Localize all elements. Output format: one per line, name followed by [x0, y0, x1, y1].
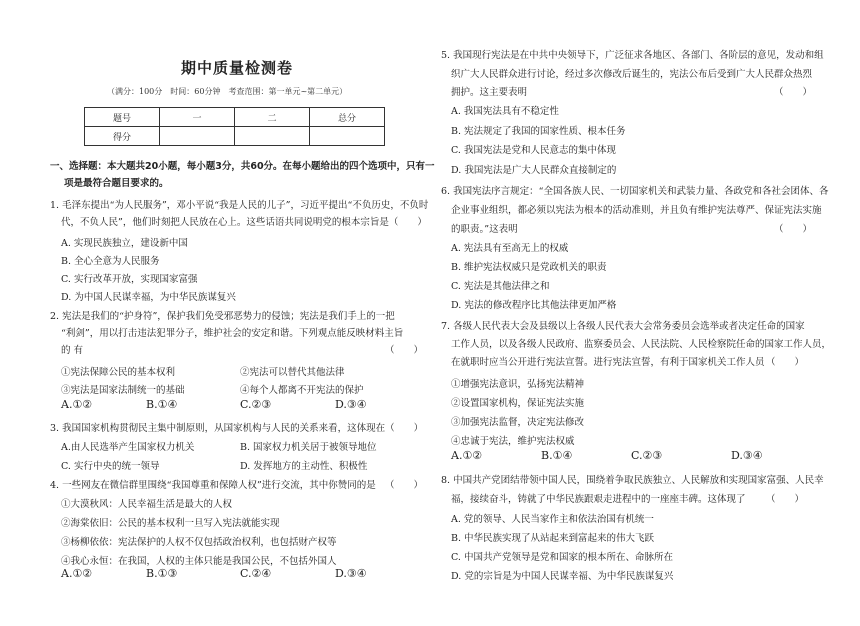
answer-parenthesis: （ ）	[385, 345, 424, 356]
score-input-cell[interactable]	[160, 127, 235, 146]
question-5-stem: 织广大人民群众进行讨论，经过多次修改后诞生的，宪法公布后受到广大人民群众热烈	[451, 69, 813, 80]
q2-statement: ①宪法保障公民的基本权利	[61, 367, 176, 378]
question-6-stem: 的职责。”这表明	[451, 224, 518, 235]
q8-option-b[interactable]: B. 中华民族实现了从站起来到富起来的伟大飞跃	[451, 533, 655, 544]
question-2-stem: 的 有	[61, 345, 84, 356]
question-4-stem: 4. 一些网友在微信群里围绕“我国尊重和保障人权”进行交流，其中你赞同的是	[50, 480, 376, 491]
score-table-header-row	[85, 108, 385, 127]
q6-option-c[interactable]: C. 宪法是其他法律之和	[451, 281, 550, 292]
q1-option-d[interactable]: D. 为中国人民谋幸福，为中华民族谋复兴	[61, 292, 236, 303]
question-7-stem: 7. 各级人民代表大会及县级以上各级人民代表大会常务委员会选举或者决定任命的国家	[441, 321, 805, 332]
question-6-stem: 6. 我国宪法序言规定：“全国各族人民、一切国家机关和武装力量、各政党和各社会团体、各	[441, 186, 829, 197]
score-input-cell[interactable]	[235, 127, 310, 146]
q2-statement: ③宪法是国家法制统一的基础	[61, 385, 185, 396]
q7-option-c[interactable]: C.②③	[631, 449, 663, 462]
q7-statement: ③加强宪法监督，决定宪法修改	[451, 417, 585, 428]
question-8-stem: 8. 中国共产党团结带领中国人民，围绕着争取民族独立、人民解放和实现国家富强、人民幸	[441, 475, 824, 486]
q7-statement: ④忠诚于宪法，维护宪法权威	[451, 436, 575, 447]
answer-parenthesis: （ ）	[766, 357, 805, 368]
q2-option-b[interactable]: B.①④	[146, 398, 178, 411]
question-1-stem: 1. 毛泽东提出“为人民服务”，邓小平说“我是人民的儿子”，习近平提出“不负历史，不负时	[50, 200, 429, 211]
q1-option-c[interactable]: C. 实行改革开放，实现国家富强	[61, 274, 198, 285]
q4-statement: ②海棠依旧：公民的基本权利一旦写入宪法就能实现	[61, 518, 280, 529]
question-1-stem: 代，不负人民”，他们时刻把人民放在心上。这些话语共同说明党的根本宗旨是（ ）	[61, 217, 427, 228]
q3-option-a[interactable]: A.由人民选举产生国家权力机关	[61, 442, 195, 453]
question-5-stem: 5. 我国现行宪法是在中共中央领导下，广泛征求各地区、各部门、各阶层的意见，发动和组	[441, 50, 824, 61]
question-6-stem: 企业事业组织，都必须以宪法为根本的活动准则，并且负有维护宪法尊严、保证宪法实施	[451, 205, 822, 216]
answer-parenthesis: （ ）	[774, 224, 813, 235]
score-cell: 题号	[85, 108, 160, 127]
q1-option-b[interactable]: B. 全心全意为人民服务	[61, 256, 160, 267]
q4-statement: ④我心永恒：在我国，人权的主体只能是我国公民，不包括外国人	[61, 556, 337, 567]
q7-option-d[interactable]: D.③④	[731, 449, 763, 462]
score-table	[84, 107, 385, 146]
q2-option-d[interactable]: D.③④	[335, 398, 367, 411]
question-7-stem: 在就职时应当公开进行宪法宣誓。进行宪法宣誓，有利于国家机关工作人员	[451, 357, 765, 368]
question-3-stem: 3. 我国国家机构贯彻民主集中制原则，从国家机构与人民的关系来看，这体现在（ ）	[50, 423, 424, 434]
q4-option-b[interactable]: B.①③	[146, 567, 178, 580]
answer-parenthesis: （ ）	[774, 87, 813, 98]
q2-statement: ②宪法可以替代其他法律	[240, 367, 345, 378]
score-cell: 总分	[310, 108, 385, 127]
q7-option-a[interactable]: A.①②	[451, 449, 483, 462]
q3-option-c[interactable]: C. 实行中央的统一领导	[61, 461, 160, 472]
q2-statement: ④每个人都离不开宪法的保护	[240, 385, 364, 396]
q5-option-b[interactable]: B. 宪法规定了我国的国家性质、根本任务	[451, 126, 626, 137]
answer-parenthesis: （ ）	[385, 480, 424, 491]
score-cell: 一	[160, 108, 235, 127]
q7-option-b[interactable]: B.①④	[541, 449, 573, 462]
q5-option-d[interactable]: D. 我国宪法是广大人民群众直接制定的	[451, 165, 617, 176]
section-heading: 项是最符合题目要求的。	[64, 178, 169, 189]
q2-option-a[interactable]: A.①②	[61, 398, 93, 411]
q2-option-c[interactable]: C.②③	[240, 398, 272, 411]
score-cell: 二	[235, 108, 310, 127]
page-title: 期中质量检测卷	[181, 59, 294, 77]
section-heading: 一、选择题：本大题共20小题，每小题3分，共60分。在每小题给出的四个选项中，只有一	[50, 161, 435, 172]
question-2-stem: “利剑”，用以打击违法犯罪分子，维护社会的安定和谐。下列观点能反映材料主旨	[61, 328, 404, 339]
q1-option-a[interactable]: A. 实现民族独立，建设新中国	[61, 238, 188, 249]
q7-statement: ②设置国家机构，保证宪法实施	[451, 398, 585, 409]
q6-option-a[interactable]: A. 宪法具有至高无上的权威	[451, 243, 569, 254]
q6-option-b[interactable]: B. 维护宪法权威只是党政机关的职责	[451, 262, 607, 273]
q5-option-c[interactable]: C. 我国宪法是党和人民意志的集中体现	[451, 145, 616, 156]
q3-option-d[interactable]: D. 发挥地方的主动性、积极性	[240, 461, 368, 472]
q4-option-c[interactable]: C.②④	[240, 567, 272, 580]
q8-option-a[interactable]: A. 党的领导、人民当家作主和依法治国有机统一	[451, 514, 654, 525]
q4-statement: ③杨柳依依：宪法保护的人权不仅包括政治权利，也包括财产权等	[61, 537, 337, 548]
question-5-stem: 拥护。这主要表明	[451, 87, 528, 98]
q4-statement: ①大漠秋风：人民幸福生活是最大的人权	[61, 499, 233, 510]
question-2-stem: 2. 宪法是我们的“护身符”，保护我们免受邪恶势力的侵蚀；宪法是我们手上的一把	[50, 311, 395, 322]
q5-option-a[interactable]: A. 我国宪法具有不稳定性	[451, 106, 559, 117]
q8-option-c[interactable]: C. 中国共产党领导是党和国家的根本所在、命脉所在	[451, 552, 673, 563]
question-7-stem: 工作人员，以及各级人民政府、监察委员会、人民法院、人民检察院任命的国家工作人员，	[451, 339, 832, 350]
q4-option-a[interactable]: A.①②	[61, 567, 93, 580]
score-cell: 得分	[85, 127, 160, 146]
q8-option-d[interactable]: D. 党的宗旨是为中国人民谋幸福、为中华民族谋复兴	[451, 571, 674, 582]
score-input-cell[interactable]	[310, 127, 385, 146]
exam-info: （满分：100分 时间：60分钟 考查范围：第一单元~第二单元）	[107, 87, 348, 96]
q4-option-d[interactable]: D.③④	[335, 567, 367, 580]
question-8-stem: 福，接续奋斗，铸就了中华民族跟艰走进程中的一座座丰碑。这体现了	[451, 494, 746, 505]
score-table-score-row	[85, 127, 385, 146]
q7-statement: ①增强宪法意识，弘扬宪法精神	[451, 379, 585, 390]
q3-option-b[interactable]: B. 国家权力机关居于被领导地位	[240, 442, 377, 453]
q6-option-d[interactable]: D. 宪法的修改程序比其他法律更加严格	[451, 300, 617, 311]
answer-parenthesis: （ ）	[766, 494, 805, 505]
